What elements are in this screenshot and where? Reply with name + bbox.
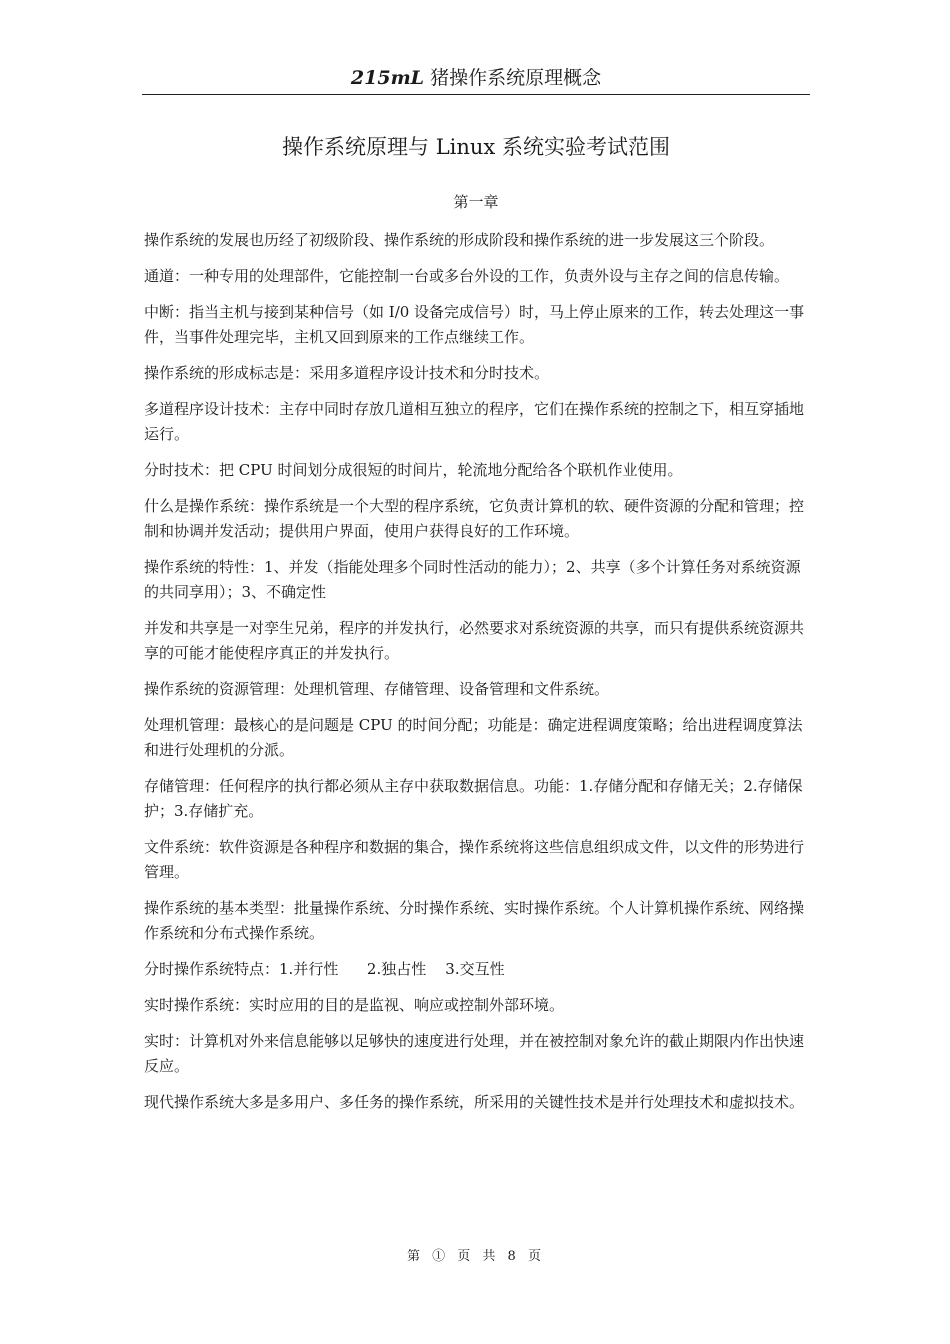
paragraph: 处理机管理：最核心的是问题是 CPU 的时间分配；功能是：确定进程调度策略；给出进程调度算法和进行处理机的分派。 [144, 716, 803, 759]
paragraph: 什么是操作系统：操作系统是一个大型的程序系统，它负责计算机的软、硬件资源的分配和管理；控制和协调并发活动；提供用户界面，使用户获得良好的工作环境。 [144, 497, 805, 540]
paragraph: 实时：计算机对外来信息能够以足够快的速度进行处理，并在被控制对象允许的截止期限内作出快速反应。 [144, 1032, 805, 1075]
header-divider [142, 94, 810, 95]
paragraph: 分时技术：把 CPU 时间划分成很短的时间片，轮流地分配给各个联机作业使用。 [144, 461, 683, 479]
page-header [142, 64, 810, 92]
paragraph: 分时操作系统特点：1.并行性 2.独占性 3.交互性 [144, 960, 505, 978]
paragraph: 操作系统的形成标志是：采用多道程序设计技术和分时技术。 [144, 364, 550, 382]
page-footer: 第 ① 页 共 8 页 [407, 1249, 545, 1264]
paragraph: 操作系统的发展也历经了初级阶段、操作系统的形成阶段和操作系统的进一步发展这三个阶段。 [144, 231, 775, 249]
paragraph: 实时操作系统：实时应用的目的是监视、响应或控制外部环境。 [144, 996, 565, 1014]
header-title-emphasis: 215mL [350, 67, 425, 89]
paragraph: 并发和共享是一对孪生兄弟，程序的并发执行，必然要求对系统资源的共享，而只有提供系统资源共享的可能才能使程序真正的并发执行。 [144, 619, 805, 662]
paragraph: 现代操作系统大多是多用户、多任务的操作系统，所采用的关键性技术是并行处理技术和虚拟技术。 [144, 1093, 805, 1111]
paragraph: 存储管理：任何程序的执行都必须从主存中获取数据信息。功能：1.存储分配和存储无关；2.存储保护；3.存储扩充。 [144, 777, 803, 820]
document-body [144, 228, 810, 1126]
paragraph: 中断：指当主机与接到某种信号（如 I/0 设备完成信号）时，马上停止原来的工作，转去处理这一事件，当事件处理完毕，主机又回到原来的工作点继续工作。 [144, 303, 805, 346]
paragraph: 文件系统：软件资源是各种程序和数据的集合，操作系统将这些信息组织成文件，以文件的形势进行管理。 [144, 838, 805, 881]
paragraph: 通道：一种专用的处理部件，它能控制一台或多台外设的工作，负责外设与主存之间的信息传输。 [144, 267, 790, 285]
paragraph: 多道程序设计技术：主存中同时存放几道相互独立的程序，它们在操作系统的控制之下，相互穿插地运行。 [144, 400, 805, 443]
paragraph: 操作系统的资源管理：处理机管理、存储管理、设备管理和文件系统。 [144, 680, 610, 698]
header-title-text: 猪操作系统原理概念 [424, 67, 602, 89]
document-title: 操作系统原理与 Linux 系统实验考试范围 [282, 135, 670, 159]
paragraph: 操作系统的基本类型：批量操作系统、分时操作系统、实时操作系统。个人计算机操作系统、网络操作系统和分布式操作系统。 [144, 899, 805, 942]
chapter-heading: 第一章 [453, 193, 499, 211]
paragraph: 操作系统的特性：1、并发（指能处理多个同时性活动的能力）；2、共享（多个计算任务对系统资源的共同享用）；3、不确定性 [144, 558, 801, 601]
